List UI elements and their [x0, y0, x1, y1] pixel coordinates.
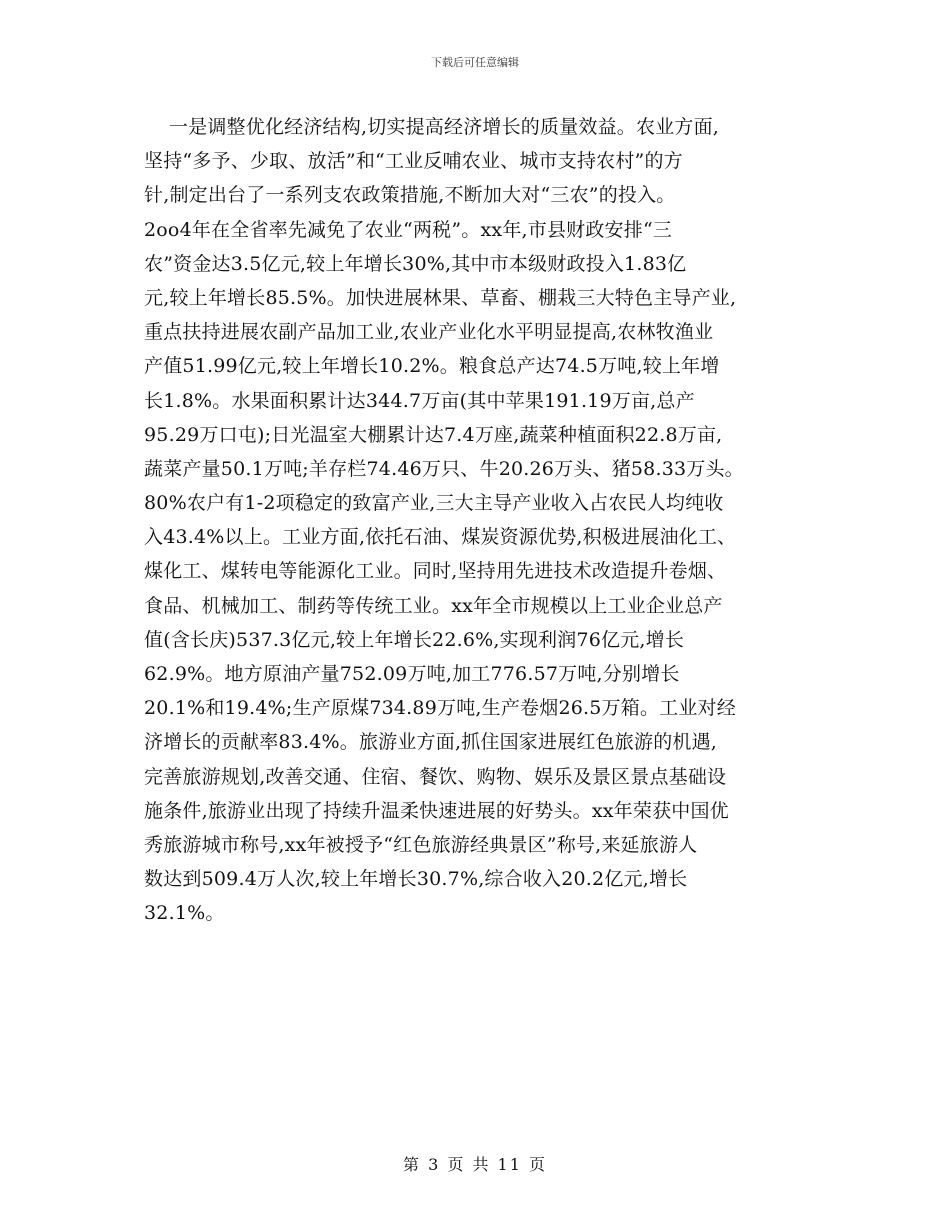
text-line: 元,较上年增长85.5%。加快进展林果、草畜、棚栽三大特色主导产业,: [144, 286, 737, 309]
text-line: 农”资金达3.5亿元,较上年增长30%,其中市本级财政投入1.83亿: [144, 252, 687, 275]
text-line: 完善旅游规划,改善交通、住宿、餐饮、购物、娱乐及景区景点基础设: [144, 765, 727, 788]
text-line: 2oo4年在全省率先减免了农业“两税”。xx年,市县财政安排“三: [144, 218, 673, 241]
text-line: 20.1%和19.4%;生产原煤734.89万吨,生产卷烟26.5万箱。工业对经: [144, 697, 736, 720]
text-line: 重点扶持进展农副产品加工业,农业产业化水平明显提高,农林牧渔业: [144, 321, 714, 344]
page-footer: 第 3 页 共 11 页: [403, 1155, 547, 1174]
text-line: 入43.4%以上。工业方面,依托石油、煤炭资源优势,积极进展油化工、: [144, 526, 737, 549]
text-line: 坚持“多予、少取、放活”和“工业反哺农业、城市支持农村”的方: [144, 150, 683, 173]
text-line: 32.1%。: [144, 902, 225, 925]
text-line: 蔬菜产量50.1万吨;羊存栏74.46万只、牛20.26万头、猪58.33万头。: [144, 457, 744, 480]
text-line: 一是调整优化经济结构,切实提高经济增长的质量效益。农业方面,: [144, 116, 720, 138]
text-line: 食品、机械加工、制药等传统工业。xx年全市规模以上工业企业总产: [144, 594, 723, 617]
text-line: 值(含长庆)537.3亿元,较上年增长22.6%,实现利润76亿元,增长: [144, 628, 685, 651]
text-line: 数达到509.4万人次,较上年增长30.7%,综合收入20.2亿元,增长: [144, 868, 688, 891]
page-header: 下载后可任意编辑: [431, 56, 519, 69]
text-line: 95.29万口屯);日光温室大棚累计达7.4万座,蔬菜种植面积22.8万亩,: [144, 423, 723, 446]
text-line: 长1.8%。水果面积累计达344.7万亩(其中苹果191.19万亩,总产: [144, 389, 695, 412]
body-paragraph: [144, 110, 834, 931]
text-line: 产值51.99亿元,较上年增长10.2%。粮食总产达74.5万吨,较上年增: [144, 355, 720, 378]
text-line: 济增长的贡献率83.4%。旅游业方面,抓住国家进展红色旅游的机遇,: [144, 731, 718, 754]
text-line: 80%农户有1-2项稳定的致富产业,三大主导产业收入占农民人均纯收: [144, 492, 724, 515]
text-line: 施条件,旅游业出现了持续升温柔快速进展的好势头。xx年荣获中国优: [144, 799, 729, 822]
text-line: 针,制定出台了一系列支农政策措施,不断加大对“三农”的投入。: [144, 184, 676, 207]
text-line: 煤化工、煤转电等能源化工业。同时,坚持用先进技术改造提升卷烟、: [144, 560, 727, 583]
text-line: 秀旅游城市称号,xx年被授予“红色旅游经典景区”称号,来延旅游人: [144, 833, 698, 856]
text-line: 62.9%。地方原油产量752.09万吨,加工776.57万吨,分别增长: [144, 663, 680, 685]
